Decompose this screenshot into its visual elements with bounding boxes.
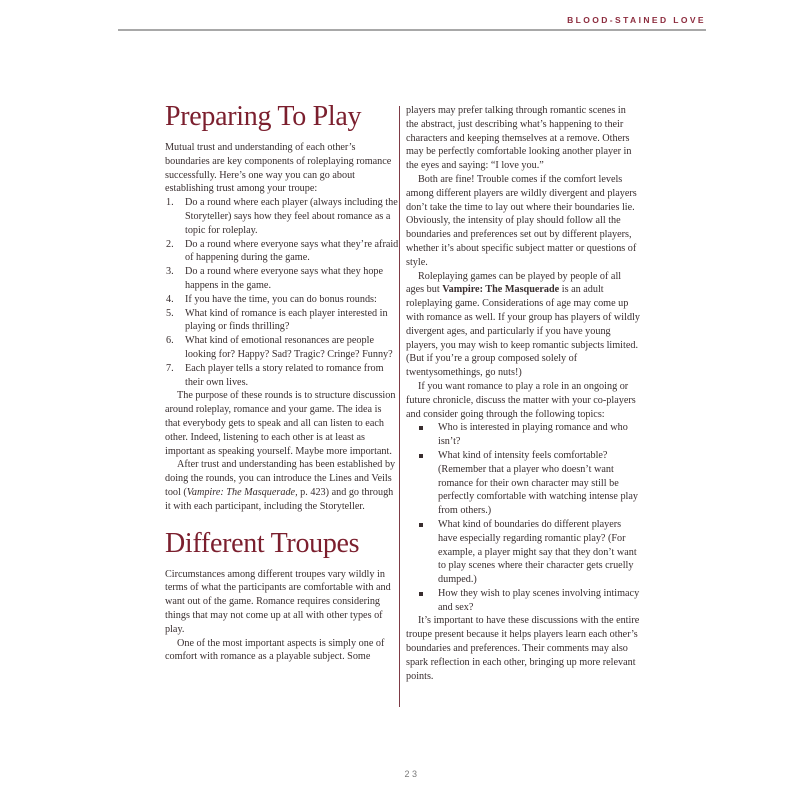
paragraph bbox=[406, 173, 640, 270]
list-item-text bbox=[438, 519, 637, 585]
running-header-label: BLOOD-STAINED LOVE bbox=[567, 15, 706, 25]
list-item bbox=[165, 334, 399, 362]
paragraph bbox=[165, 458, 399, 513]
paragraph bbox=[406, 104, 640, 173]
text-run: What kind of romance is each player interested in playing or finds thrilling? bbox=[185, 307, 388, 333]
list-item-number: 5. bbox=[166, 307, 174, 319]
text-run: It’s important to have these discussions with the entire troupe present because it helps players learn each other’s boundaries and preferences. Their comments may also spark reflection in each other, bringing up more relevant points. bbox=[406, 615, 640, 682]
paragraph bbox=[406, 614, 640, 683]
paragraph bbox=[406, 270, 640, 380]
list-item bbox=[165, 265, 399, 293]
paragraph bbox=[165, 389, 399, 458]
text-run: Both are fine! Trouble comes if the comfort levels among different players are wildly divergent and players don’t take the time to lay out where their boundaries lie. Obviously, the intensity of play should follow all the boundaries and preferences set out by different players, whether it’s about specific subject matter or questions of style. bbox=[406, 173, 637, 268]
column-divider bbox=[399, 106, 400, 707]
bullet-list bbox=[406, 421, 640, 614]
text-run: If you have the time, you can do bonus rounds: bbox=[185, 293, 377, 305]
text-run: After trust and understanding has been established by doing the rounds, you can introduce the Lines and Veils tool ( bbox=[165, 459, 396, 498]
list-item-text bbox=[185, 363, 384, 388]
list-item-number: 4. bbox=[166, 293, 174, 305]
text-run: If you want romance to play a role in an ongoing or future chronicle, discuss the matter with your co-players and consider going through the following topics: bbox=[406, 380, 636, 420]
section-heading: Preparing To Play bbox=[165, 101, 362, 132]
list-item-text bbox=[185, 197, 398, 236]
list-item-text bbox=[185, 308, 388, 333]
list-item bbox=[406, 421, 640, 449]
square-bullet-icon bbox=[419, 592, 423, 596]
list-item-text bbox=[438, 588, 639, 613]
text-run: Vampire: The Masquerade, bbox=[186, 486, 298, 498]
list-item-text bbox=[185, 239, 398, 264]
text-run: Who is interested in playing romance and who isn’t? bbox=[438, 422, 628, 448]
text-run: How they wish to play scenes involving intimacy and sex? bbox=[438, 587, 640, 613]
list-item-text bbox=[185, 294, 377, 305]
list-item-text bbox=[185, 335, 393, 360]
list-item bbox=[165, 196, 399, 237]
paragraph bbox=[406, 380, 640, 421]
text-run: The purpose of these rounds is to structure discussion around roleplay, romance and your game. The idea is that everybody gets to speak and all can listen to each other. Indeed, listening to each other is at least as important as speaking yourself. Maybe more important. bbox=[165, 390, 396, 457]
list-item-number: 7. bbox=[166, 362, 174, 374]
list-item-text bbox=[438, 422, 628, 447]
text-run: What kind of boundaries do different players have especially regarding romantic play? (For example, a player might say that they don’t want to play scenes where their character gets cruelly dumped.) bbox=[438, 518, 637, 586]
right-column bbox=[406, 104, 640, 683]
list-item bbox=[165, 307, 399, 335]
text-run: Roleplaying games can be played by people of all ages but bbox=[406, 270, 622, 296]
section-heading: Different Troupes bbox=[165, 527, 360, 559]
text-run: One of the most important aspects is simply one of comfort with romance as a playable subject. Some bbox=[165, 637, 385, 663]
text-run: What kind of intensity feels comfortable? (Remember that a player who doesn’t want romance for their own character may still be perfectly comfortable with watching intense play from others.) bbox=[438, 449, 638, 517]
text-run: What kind of emotional resonances are people looking for? Happy? Sad? Tragic? Cringe? Funny? bbox=[185, 335, 393, 360]
text-run: Each player tells a story related to romance from their own lives. bbox=[185, 362, 384, 388]
list-item-number: 6. bbox=[166, 335, 174, 347]
paragraph bbox=[165, 637, 399, 665]
paragraph bbox=[165, 568, 399, 637]
list-item-text bbox=[438, 450, 638, 516]
list-item bbox=[406, 518, 640, 587]
text-run: p. 423) and go through it with each participant, including the Storyteller. bbox=[165, 486, 394, 512]
numbered-list bbox=[165, 196, 399, 389]
square-bullet-icon bbox=[419, 523, 423, 527]
list-item-number: 1. bbox=[166, 197, 174, 209]
list-item bbox=[406, 449, 640, 518]
list-item-number: 2. bbox=[166, 238, 174, 250]
text-run: Do a round where each player (always including the Storyteller) says how they feel about romance as a topic for roleplay. bbox=[185, 197, 398, 236]
square-bullet-icon bbox=[419, 426, 423, 430]
page-number: 23 bbox=[404, 769, 420, 779]
text-run: Do a round where everyone says what they’re afraid of happening during the game. bbox=[185, 238, 399, 264]
list-item-text bbox=[185, 266, 383, 291]
list-item bbox=[165, 293, 399, 307]
paragraph bbox=[165, 141, 399, 196]
text-run: Vampire: The Masquerade bbox=[442, 284, 560, 296]
list-item-number: 3. bbox=[166, 266, 174, 278]
text-run: Do a round where everyone says what they hope happens in the game. bbox=[185, 266, 384, 291]
square-bullet-icon bbox=[419, 454, 423, 458]
list-item bbox=[165, 238, 399, 266]
list-item bbox=[165, 362, 399, 390]
text-run: Mutual trust and understanding of each other’s boundaries are key components of roleplaying romance successfully. Here’s one way you can go about establishing trust among your troupe: bbox=[165, 142, 392, 195]
list-item bbox=[406, 587, 640, 615]
text-run: players may prefer talking through romantic scenes in the abstract, just describing what’s happening to their characters and keeping themselves at a remove. Others may be perfectly comfortable looking another player in the eyes and saying: “I love you.” bbox=[406, 105, 632, 172]
text-run: Circumstances among different troupes vary wildly in terms of what the participants are comfortable with and want out of the game. Romance requires considering things that may not come up at all with other types of play. bbox=[165, 568, 391, 635]
header-rule bbox=[118, 29, 706, 31]
text-run: is an adult roleplaying game. Considerations of age may come up with romance as well. If your group has players of wildly divergent ages, and particularly if you have young players, you may wish to keep romantic subjects limited. (But if you’re a group composed solely of twentysomethings, go nuts!) bbox=[406, 284, 640, 379]
left-column bbox=[165, 100, 399, 664]
